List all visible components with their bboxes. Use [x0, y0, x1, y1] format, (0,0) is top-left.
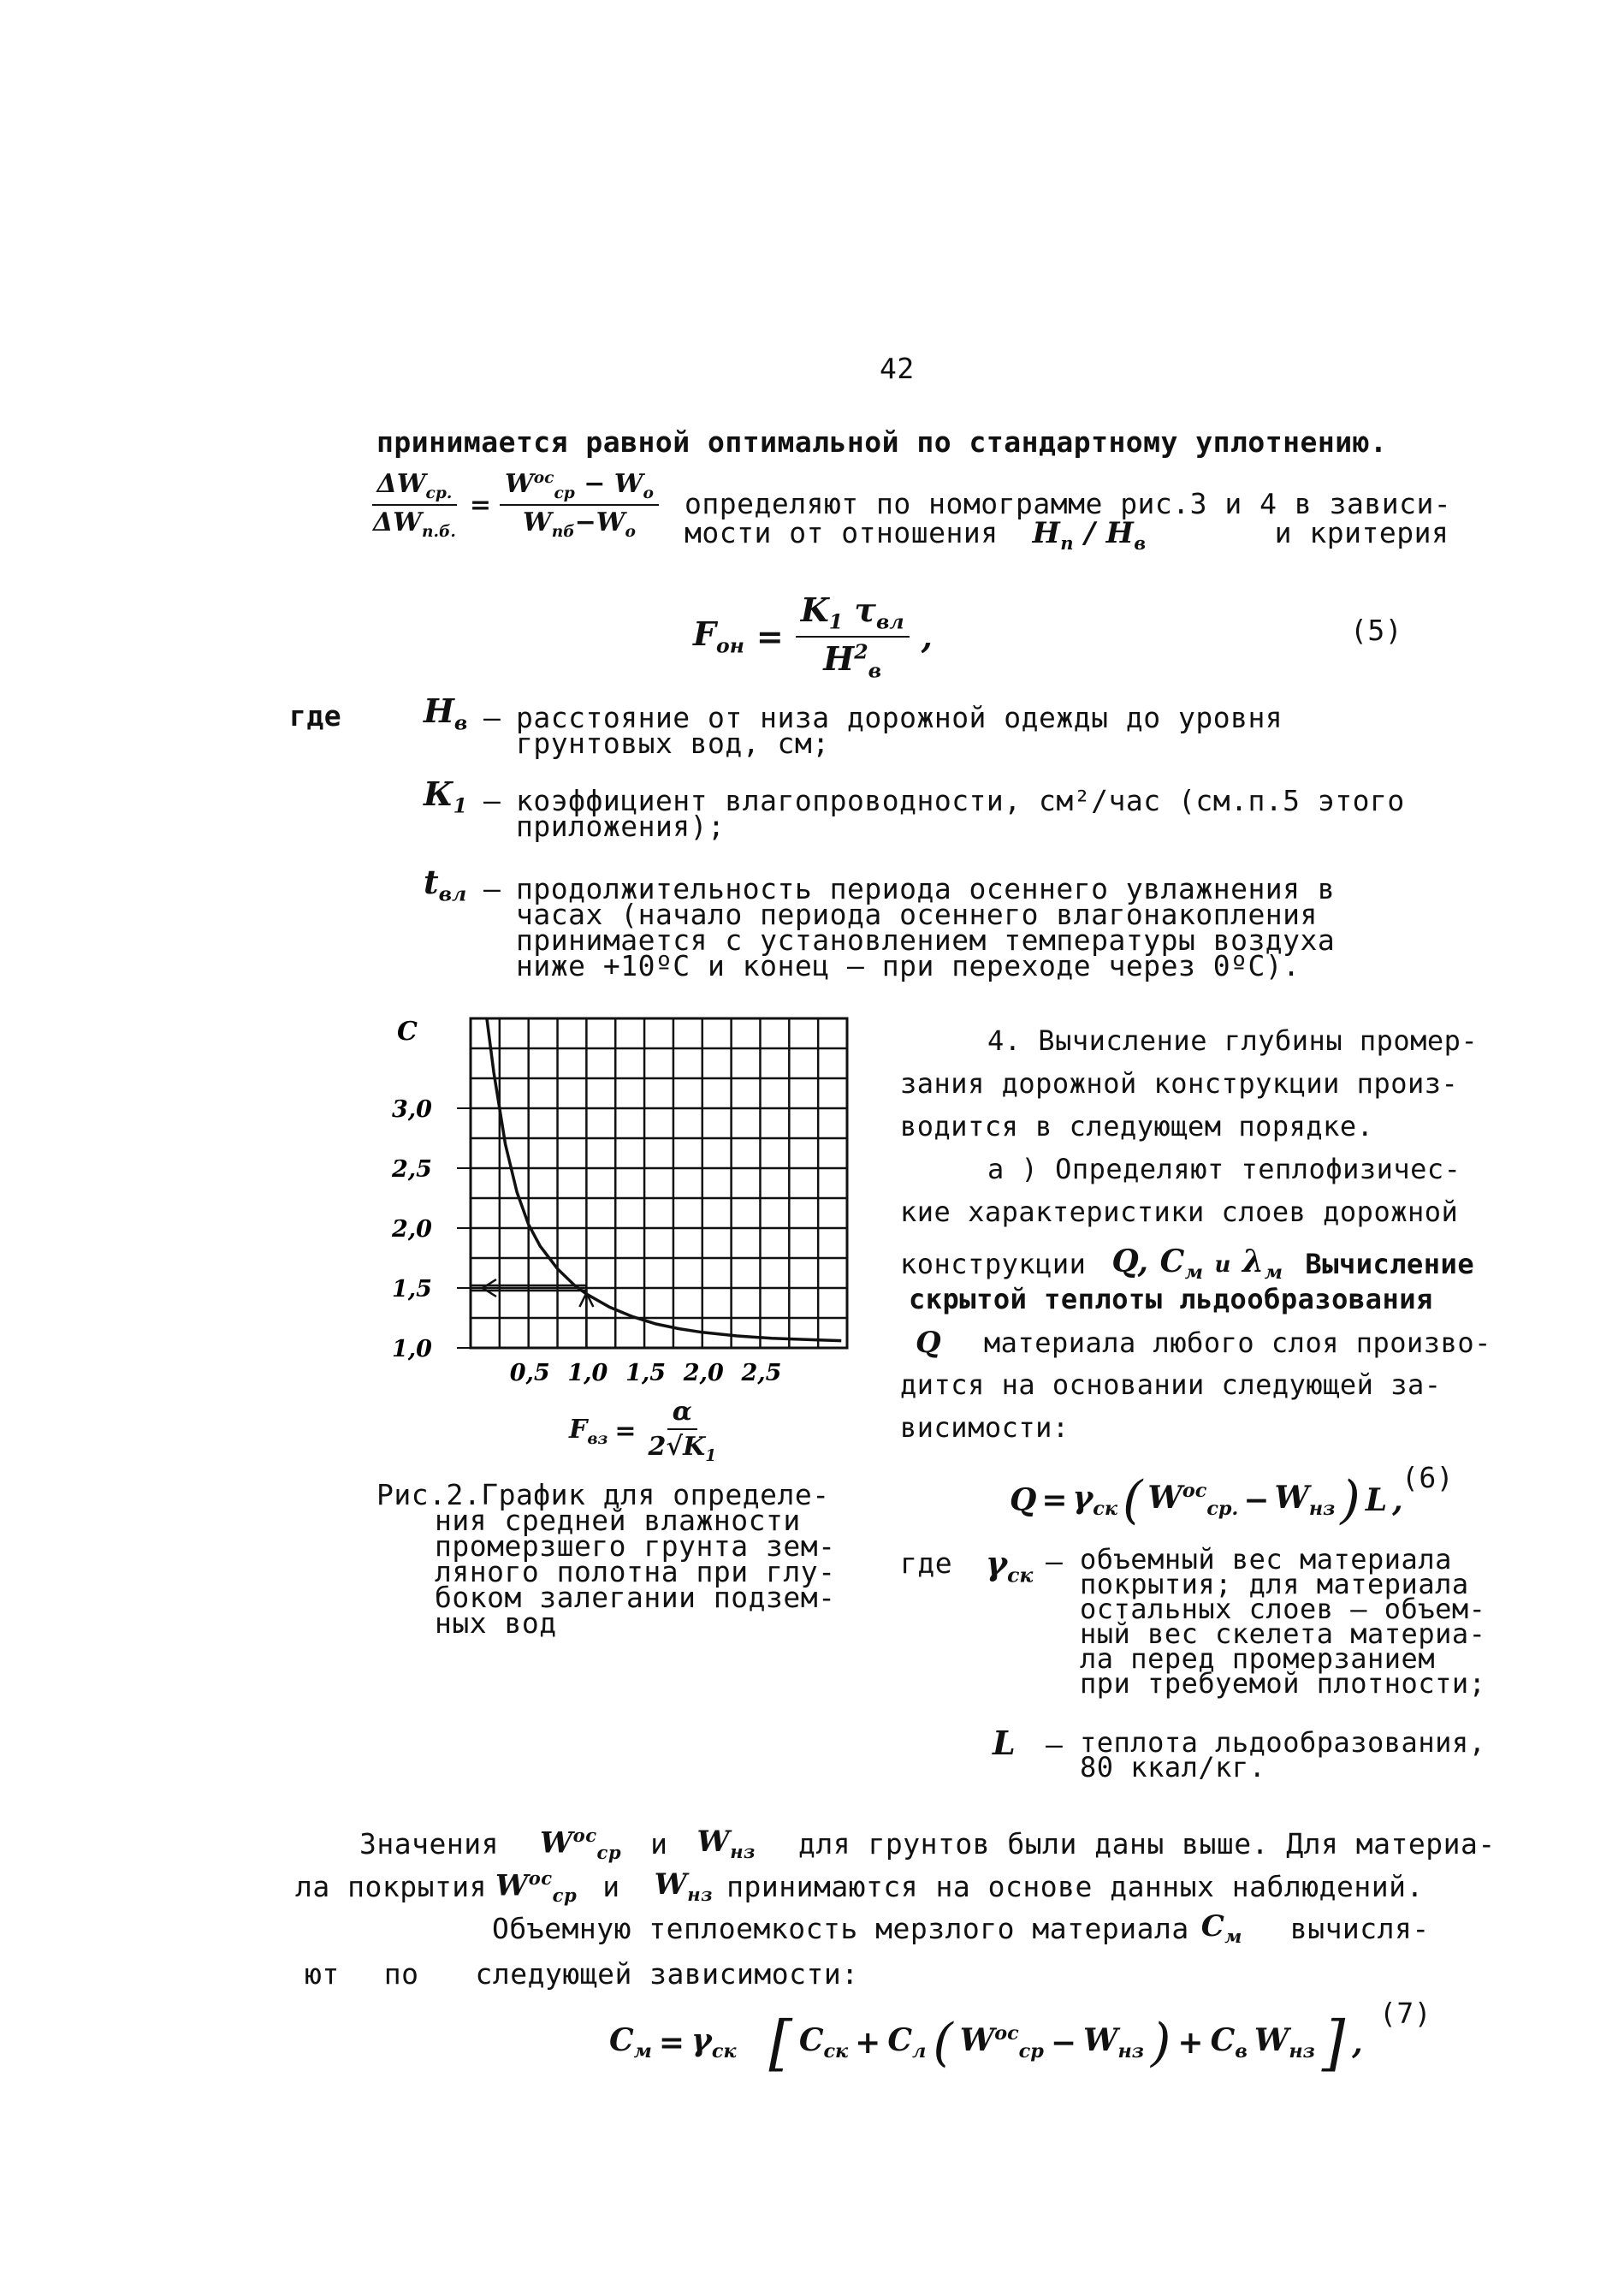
where2-label: где	[900, 1546, 953, 1580]
L-definition: теплота льдообразования, 80 ккал/кг.	[1080, 1726, 1486, 1783]
caption-line: ляного полотна при глу-	[435, 1555, 836, 1588]
ratio-fraction-left: $\frac{\Delta W_{ср.}}{\Delta W_{п.б.}}$	[373, 469, 456, 541]
right-line: кие характеристики слоев дорожной	[900, 1196, 1459, 1228]
bottom-line-3: Объемную теплоемкость мерзлого материала $С_м$ вычисля-	[492, 1909, 1430, 1947]
right-line: зания дорожной конструкции произ-	[900, 1067, 1459, 1100]
right-line: водится в следующем порядке.	[900, 1110, 1374, 1142]
chart-x-tick-label: 0,5	[509, 1360, 550, 1386]
bottom-line-4: ют по следующей зависимости:	[305, 1957, 859, 1991]
page-number: 42	[880, 352, 915, 385]
right-line: конструкции Q, $С_м$ и $\lambda_м$ Вычисление	[900, 1243, 1475, 1284]
chart-y-tick-label: 1,0	[392, 1336, 432, 1362]
caption-line: ных вод	[435, 1606, 557, 1640]
bottom-line-2: ла покрытия $W^{ос}_{ср}$ и $W_{нз}$ принимаются на основе данных наблюдений.	[295, 1867, 1424, 1907]
formula-6-number: (6)	[1402, 1461, 1455, 1494]
formula-7-number: (7)	[1379, 1997, 1432, 2030]
chart-ylabel: C	[397, 1017, 418, 1047]
right-line: 4. Вычисление глубины промер-	[987, 1024, 1479, 1057]
where-label: где	[289, 699, 342, 733]
ratio-text-line-2: мости от отношения $Н_п / Н_в$ и критерия	[685, 516, 1449, 554]
gamma-sk-definition: объемный вес материала покрытия; для материала остальных слоев – объем- ный вес скелета материа- ла перед промерзанием при требуемой плотности;	[1080, 1543, 1486, 1700]
definition-tvl: $t_{вл}$ – продолжительность периода осеннего увлажнения в часах (начало периода осеннего влагонакопления принимается с установлением температуры воздуха ниже +10ºС и конец – при переходе через 0ºС).	[424, 863, 1336, 982]
ratio-fraction-formula: $\frac{\Delta W_{ср.}}{\Delta W_{п.б.}}$ = $\frac{W^{ос}_{ср} - W_о}{W_{пб}-W_о}$	[368, 469, 659, 541]
formula-7: $С_м$ = $\gamma_{ск}$ [ $С_{ск}$ + $С_л$ ( $W^{ос}_{ср}$ − $W_{нз}$ ) + $С_в$ $W_{нз}$ ] ,	[609, 2008, 1363, 2078]
formula-5: $F_{он}$ = $\frac{K_1 \tau_{вл}}{Н^2_в}$ ,	[693, 591, 933, 683]
chart-x-tick-label: 1,5	[625, 1360, 667, 1386]
caption-line: боком залегании подзем-	[435, 1581, 836, 1614]
chart-frame	[471, 1018, 847, 1348]
ratio-text-line-1: определяют по номограмме рис.3 и 4 в зависи-	[685, 487, 1452, 520]
right-line: скрытой теплоты льдообразования	[909, 1283, 1433, 1315]
chart-y-tick-label: 1,5	[392, 1276, 432, 1303]
ratio-hn-hb: $Н_п / Н_в$	[1032, 516, 1147, 554]
gamma-sk-dash: –	[1046, 1545, 1064, 1578]
caption-line: ния средней влажности	[435, 1504, 801, 1537]
chart-y-tick-label: 2,5	[392, 1156, 432, 1183]
chart-x-tick-label: 2,5	[741, 1360, 782, 1386]
chart-x-tick-label: 2,0	[683, 1360, 724, 1386]
right-column	[900, 1024, 1491, 1457]
chart-y-tick-label: 3,0	[392, 1096, 432, 1123]
L-symbol: L	[993, 1724, 1016, 1762]
gamma-sk-symbol: $\gamma_{ск}$	[986, 1544, 1034, 1588]
intro-line: принимается равной оптимальной по стандартному уплотнению.	[376, 425, 1388, 459]
right-line: Q материала любого слоя произво-	[916, 1326, 1491, 1360]
right-line: висимости:	[900, 1411, 1070, 1444]
chart-x-tick-label: 1,0	[567, 1360, 608, 1386]
chart-xlabel-formula: $F_{вз}$ = $\frac{\alpha}{2√K_1}$	[569, 1397, 717, 1465]
formula-6: Q = $\gamma_{ск}$ ( $W^{ос}_{ср.}$ − $W_{нз}$ ) L ,	[1010, 1470, 1403, 1530]
figure-caption	[376, 1478, 836, 1640]
ratio-fraction-right: $\frac{W^{ос}_{ср} - W_о}{W_{пб}-W_о}$	[500, 469, 659, 541]
caption-line: Рис.2.График для определе-	[376, 1478, 830, 1511]
formula-5-number: (5)	[1350, 614, 1403, 647]
bottom-line-1: Значения $W^{ос}_{ср}$ и $W_{нз}$ для грунтов были даны выше. Для материа-	[359, 1825, 1496, 1864]
right-line: а ) Определяют теплофизичес-	[987, 1153, 1461, 1185]
definition-k1: $К_1$ – коэффициент влагопроводности, см²/час (см.п.5 этого приложения);	[424, 775, 1405, 843]
chart-y-tick-label: 2,0	[392, 1216, 432, 1243]
L-dash: –	[1046, 1728, 1064, 1761]
definition-hb: $Н_в$ – расстояние от низа дорожной одежды до уровня грунтовых вод, см;	[424, 691, 1283, 760]
caption-line: промерзшего грунта зем-	[435, 1529, 836, 1563]
right-line: дится на основании следующей за-	[900, 1368, 1442, 1401]
